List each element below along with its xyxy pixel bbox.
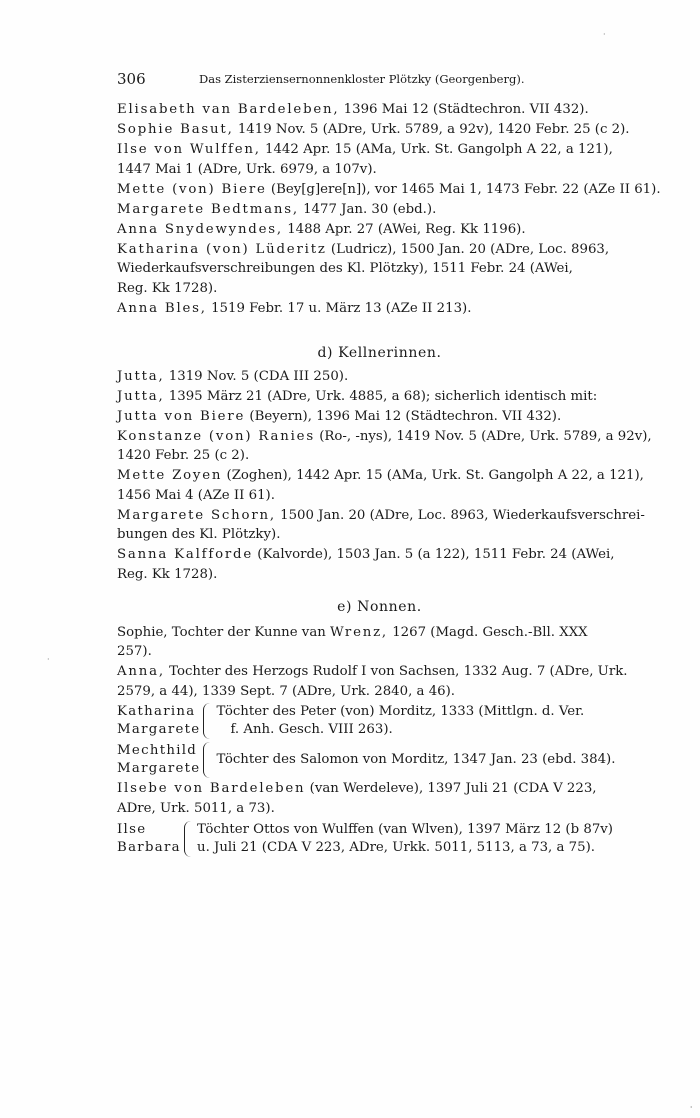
entry	[117, 220, 642, 240]
entry-text: (Bey[g]ere[n]), vor 1465 Mai 1, 1473 Febr. 22 (AZe II 61).	[270, 181, 661, 197]
entry-text: 1420 Febr. 25 (c 2).	[117, 448, 250, 463]
entry-text: ADre, Urk. 5011, a 73).	[117, 800, 275, 816]
entry	[117, 299, 642, 319]
entry	[117, 387, 642, 407]
entry-text: 1442 Apr. 15 (AMa, Urk. St. Gangolph A 22, a 121),	[265, 142, 613, 157]
entry-name: Mette Zoyen	[117, 468, 223, 483]
entry-name: Konstanze (von) Ranies	[117, 428, 315, 444]
entry-name: Sophie Basut,	[117, 122, 234, 137]
entry-text: 1419 Nov. 5 (ADre, Urk. 5789, a 92v), 1420 Febr. 25 (c 2).	[237, 122, 630, 137]
bracket-group-wulffen	[117, 821, 642, 857]
group-text: Töchter Ottos von Wulffen (van Wlven), 1397 März 12 (b 87v)	[197, 822, 613, 837]
scan-speck: ·	[603, 30, 606, 39]
entry-name: Margarete Schorn,	[117, 507, 276, 523]
entry	[117, 427, 652, 466]
bracket-group-morditz-peter	[117, 703, 642, 739]
entry-text: 257).	[117, 644, 152, 659]
entry-text: 1519 Febr. 17 u. März 13 (AZe II 213).	[211, 300, 472, 316]
entry-text: (van Werdeleve), 1397 Juli 21 (CDA V 223,	[309, 781, 597, 796]
entry-text: 1500 Jan. 20 (ADre, Loc. 8963, Wiederkaufsverschrei-	[280, 507, 645, 523]
entry-name: Anna Bles,	[117, 300, 207, 316]
brace-mark	[203, 703, 210, 739]
entry-name: Sanna Kalfforde	[117, 547, 254, 562]
entry-text: Sophie, Tochter der Kunne van	[117, 624, 326, 640]
group-name: Margarete	[117, 722, 201, 737]
entry-text: 1456 Mai 4 (AZe II 61).	[117, 487, 275, 503]
entry-text: (Ro-, -nys), 1419 Nov. 5 (ADre, Urk. 5789, a 92v),	[319, 428, 652, 444]
entry-text: Tochter des Herzogs Rudolf I von Sachsen, 1332 Aug. 7 (ADre, Urk.	[169, 664, 628, 679]
entry-text: bungen des Kl. Plötzky).	[117, 527, 281, 542]
entry-text: (Beyern), 1396 Mai 12 (Städtechron. VII 432).	[249, 408, 562, 424]
entry-text: (Zoghen), 1442 Apr. 15 (AMa, Urk. St. Gangolph A 22, a 121),	[226, 468, 644, 483]
entry-text: Reg. Kk 1728).	[117, 280, 218, 296]
entry-ilsebe	[117, 779, 642, 818]
entry	[117, 466, 642, 505]
running-header	[117, 70, 642, 92]
entry-name: Ilsebe von Bardeleben	[117, 781, 306, 796]
bracket-group-morditz-salomon	[117, 742, 642, 778]
entry-text: (Ludricz), 1500 Jan. 20 (ADre, Loc. 8963,	[330, 241, 610, 257]
entry-text: 1477 Jan. 30 (ebd.).	[303, 201, 437, 217]
entry-sophie	[117, 623, 642, 662]
page-number: 306	[117, 70, 146, 88]
running-title: Das Zisterziensernonnenkloster Plötzky (Georgenberg).	[199, 72, 525, 86]
entry	[117, 407, 642, 427]
section-heading-nonnen: e) Nonnen.	[337, 598, 422, 615]
entry	[117, 140, 642, 179]
brace-mark	[184, 821, 191, 857]
group-text: Töchter des Peter (von) Morditz, 1333 (Mittlgn. d. Ver.	[216, 704, 585, 719]
scan-speck: ˌ	[690, 1100, 693, 1109]
entry-text: Wiederkaufsverschreibungen des Kl. Plötzky), 1511 Febr. 24 (AWei,	[117, 261, 573, 276]
entry-name: Katharina (von) Lüderitz	[117, 241, 327, 257]
entry	[117, 545, 642, 584]
entry-anna	[117, 662, 642, 701]
entry-name: Jutta,	[117, 368, 165, 384]
entry-name: Mette (von) Biere	[117, 181, 267, 197]
page-body	[117, 100, 661, 857]
entry-text: 2579, a 44), 1339 Sept. 7 (ADre, Urk. 2840, a 46).	[117, 683, 456, 699]
scan-speck: ·	[47, 655, 50, 664]
entry-text: (Kalvorde), 1503 Jan. 5 (a 122), 1511 Febr. 24 (AWei,	[257, 547, 615, 562]
entry	[117, 367, 642, 387]
entry-text: 1395 März 21 (ADre, Urk. 4885, a 68); sicherlich identisch mit:	[168, 388, 598, 404]
entry-text: 1488 Apr. 27 (AWei, Reg. Kk 1196).	[287, 221, 526, 237]
entry	[117, 180, 661, 200]
group-name: Ilse	[117, 822, 147, 837]
entries-list-kellnerinnen	[117, 367, 652, 585]
entry-name: Wrenz,	[330, 624, 388, 640]
entry-name: Jutta von Biere	[117, 408, 246, 424]
group-name: Barbara	[117, 840, 181, 855]
entry-name: Anna,	[117, 664, 165, 679]
entry	[117, 200, 642, 220]
group-text: f. Anh. Gesch. VIII 263).	[230, 722, 393, 737]
entry-text: 1396 Mai 12 (Städtechron. VII 432).	[343, 102, 589, 117]
entry-text: 1319 Nov. 5 (CDA III 250).	[168, 368, 349, 384]
entry	[117, 240, 642, 299]
entry-text: 1267 (Magd. Gesch.-Bll. XXX	[392, 624, 588, 640]
group-name: Margarete	[117, 761, 201, 776]
entry	[117, 100, 642, 120]
entry-name: Elisabeth van Bardeleben,	[117, 102, 340, 117]
group-text: u. Juli 21 (CDA V 223, ADre, Urkk. 5011, 5113, a 73, a 75).	[197, 840, 595, 855]
entry-text: Reg. Kk 1728).	[117, 566, 218, 582]
section-heading-kellnerinnen: d) Kellnerinnen.	[317, 344, 442, 361]
entry	[117, 506, 645, 545]
entry-name: Jutta,	[117, 388, 165, 404]
group-name: Mechthild	[117, 743, 198, 758]
group-name: Katharina	[117, 704, 196, 719]
brace-mark	[203, 742, 210, 778]
entries-list-top	[117, 100, 661, 318]
entry-name: Anna Snydewyndes,	[117, 221, 283, 237]
entry-text: 1447 Mai 1 (ADre, Urk. 6979, a 107v).	[117, 161, 377, 177]
group-text: Töchter des Salomon von Morditz, 1347 Jan. 23 (ebd. 384).	[216, 752, 616, 767]
entry	[117, 120, 642, 140]
entry-name: Margarete Bedtmans,	[117, 201, 299, 217]
entry-name: Ilse von Wulffen,	[117, 142, 261, 157]
